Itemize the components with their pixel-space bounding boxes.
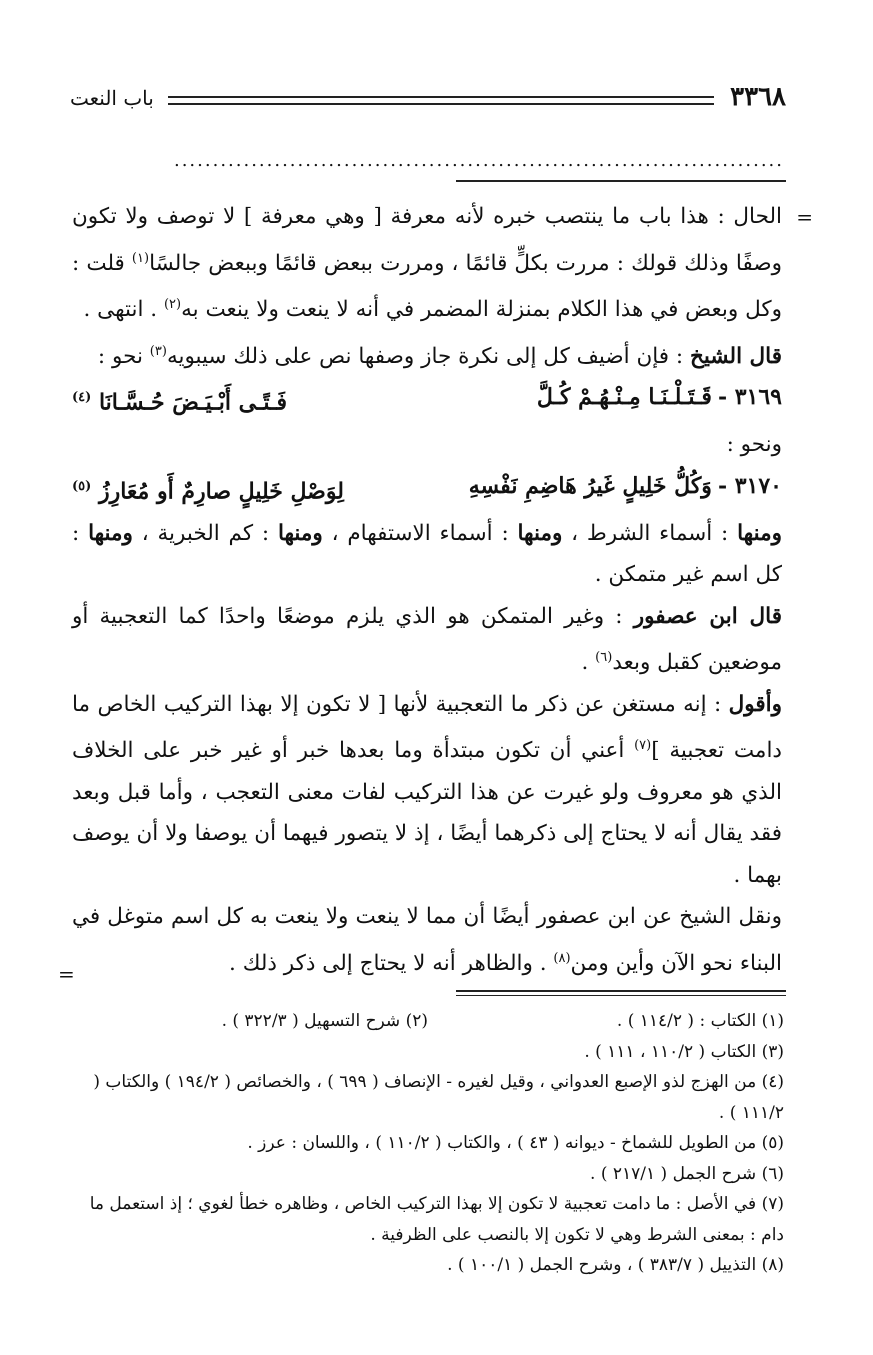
footnotes [72, 1006, 784, 1281]
page-number: ٣٣٦٨ [730, 82, 786, 112]
header-rule [168, 96, 714, 105]
verse-hemistich-2: لِوَصْلِ خَلِيلٍ صارِمٌ أَو مُعَارِزُ [98, 478, 344, 505]
footnote-1: (١) الكتاب : ( ١١٤/٢ ) . [616, 1011, 784, 1031]
dotted-separator: ............................................................................... [173, 150, 784, 171]
paragraph-2: قال الشيخ : فإن أضيف كل إلى نكرة جاز وصفها نص على ذلك سيبويه$^{(٣)}$ نحو : [97, 343, 782, 369]
paragraph-1: الحال : هذا باب ما ينتصب خبره لأنه معرفة [ وهي معرفة ] لا توصف ولا تكون وصفًا وذلك قولك : مررت بكلٍّ قائمًا ، ومررت ببعض قائمًا وببعض جالسًا$^{(١)}$ قلت : وكل وبعض في هذا الكلام بمنزلة المضمر في أنه لا ينعت ولا ينعت به$^{(٢)}$ . انتهى . [72, 204, 782, 323]
speaker-label: قال ابن عصفور [633, 603, 782, 629]
verse-number: ٣١٦٩ - [717, 384, 782, 411]
footnote-ref: (٥) [72, 478, 92, 494]
footnote-rule-thin [456, 995, 786, 996]
footnote-ref: (٢) [163, 297, 182, 313]
footnote-ref: (٧) [634, 738, 652, 754]
footnote-7: (٧) في الأصل : ما دامت تعجبية لا تكون إلا بهذا التركيب الخاص ، وظاهره خطأ لغوي ؛ إذ استعمل ما دام : بمعنى الشرط وهي لا تكون إلا بالنصب على الظرفية . [89, 1194, 784, 1245]
speaker-label: قال الشيخ [689, 343, 782, 369]
chapter-title: باب النعت [70, 86, 154, 110]
paragraph-7: ونقل الشيخ عن ابن عصفور أيضًا أن مما لا ينعت ولا ينعت به كل اسم متوغل في البناء نحو الآن وأين ومن$^{(٨)}$ . والظاهر أنه لا يحتاج إلى ذكر ذلك . [72, 904, 782, 977]
verse-3170 [72, 466, 782, 513]
paragraph-3: ونحو : [726, 432, 782, 458]
verse-number: ٣١٧٠ - [717, 472, 782, 499]
footnote-3: (٣) الكتاب ( ١١٠/٢ ، ١١١ ) . [584, 1041, 784, 1062]
footnote-8: (٨) التذييل ( ٣٨٣/٧ ) ، وشرح الجمل ( ١٠٠/١ ) . [447, 1255, 784, 1275]
text-rule [456, 180, 786, 182]
verse-hemistich-2: فَـتًـى أَبْـيَـضَ حُـسَّـانَا [98, 389, 288, 416]
speaker-label: وأقول [728, 691, 782, 717]
footnote-2: (٢) شرح التسهيل ( ٣٢٢/٣ ) . [221, 1011, 428, 1031]
footnote-5: (٥) من الطويل للشماخ - ديوانه ( ٤٣ ) ، والكتاب ( ١١٠/٢ ) ، واللسان : عرز . [247, 1133, 784, 1153]
footnote-ref: (٣) [149, 343, 167, 359]
footnote-row [72, 1006, 784, 1037]
footnote-ref: (١) [131, 250, 150, 266]
verse-3169 [72, 377, 782, 424]
footnote-rule [456, 990, 786, 992]
continuation-mark-left: = [58, 962, 75, 986]
paragraph-6: وأقول : إنه مستغن عن ذكر ما التعجبية لأنها [ لا تكون إلا بهذا التركيب الخاص ما دامت تعجبية ]$^{(٧)}$ أعني أن تكون مبتدأة وما بعدها خبر أو غير خبر على الخلاف الذي هو معروف ولو غيرت عن هذا التركيب لفات معنى التعجب ، وأما قبل وبعد فقد يقال أنه لا يحتاج إلى ذكرهما أيضًا ، إذ لا يتصور فيهما أن يوصفا ولا أن يوصف بهما . [72, 691, 782, 888]
paragraph-5: قال ابن عصفور : وغير المتمكن هو الذي يلزم موضعًا واحدًا كما التعجبية أو موضعين كقبل وبعد$^{(٦)}$ . [72, 603, 782, 676]
continuation-mark-right: = [796, 205, 813, 229]
footnote-ref: (٨) [553, 950, 571, 966]
main-text [72, 196, 782, 985]
footnote-4: (٤) من الهزج لذو الإصبع العدواني ، وقيل لغيره - الإنصاف ( ٦٩٩ ) ، والخصائص ( ١٩٤/٢ ) والكتاب ( ١١١/٢ ) . [93, 1072, 784, 1123]
verse-hemistich-1: وَكُلُّ خَلِيلٍ غَيرُ هَاضِمِ نَفْسِهِ [468, 472, 712, 499]
verse-hemistich-1: قَـتَـلْـنَـا مِـنْـهُـمْ كُـلَّ [536, 384, 712, 411]
page-header [70, 82, 786, 122]
footnote-ref: (٤) [72, 390, 92, 406]
footnote-6: (٦) شرح الجمل ( ٢١٧/١ ) . [590, 1163, 784, 1184]
paragraph-4: ومنها : أسماء الشرط ، ومنها : أسماء الاستفهام ، ومنها : كم الخبرية ، ومنها : كل اسم غير متمكن . [72, 520, 782, 588]
footnote-ref: (٦) [595, 650, 613, 666]
